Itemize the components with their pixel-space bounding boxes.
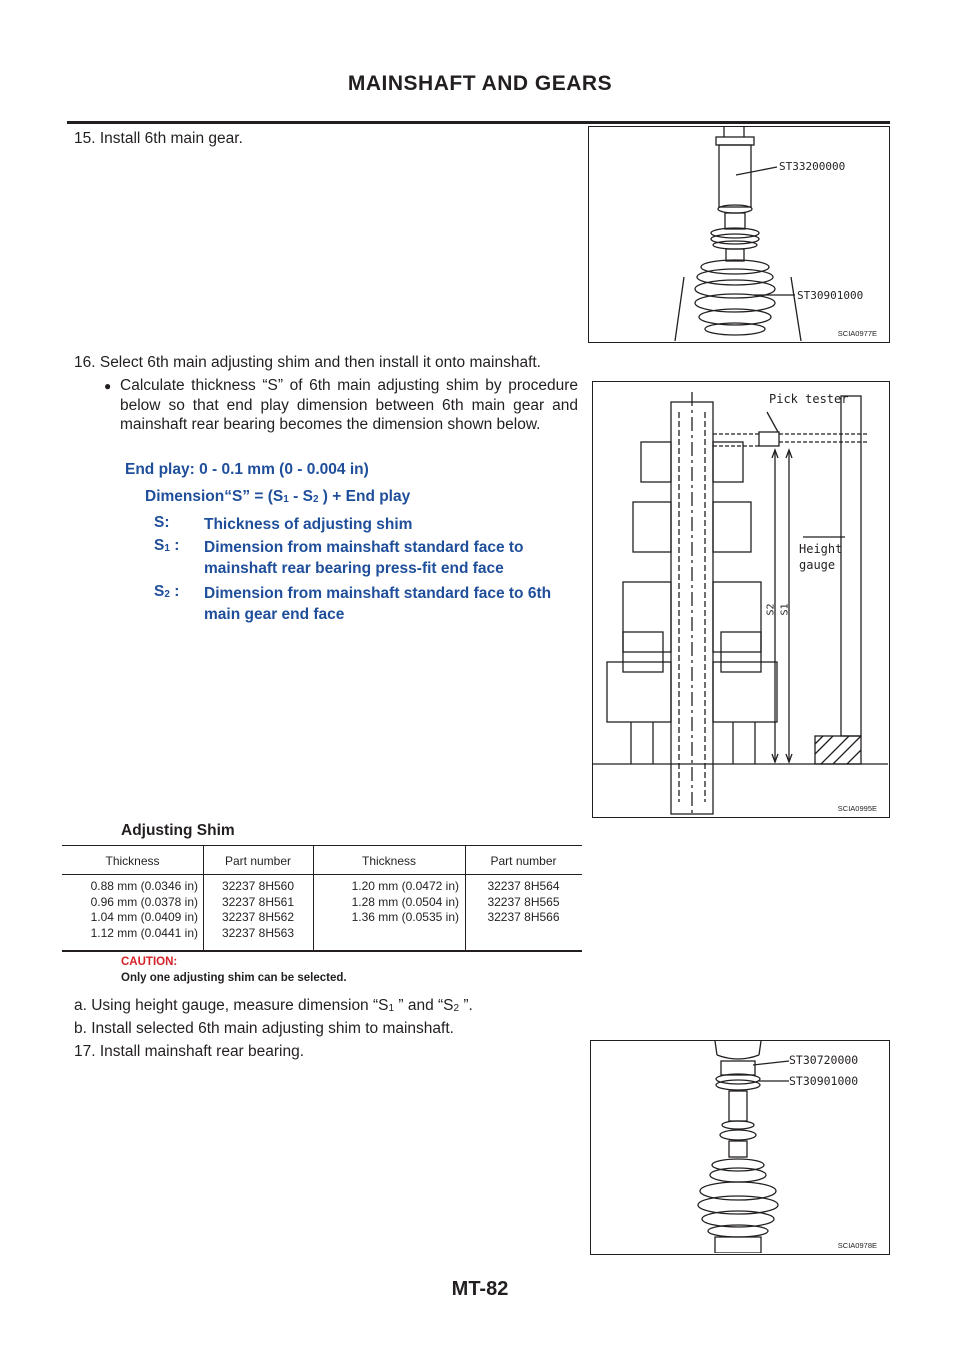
end-play-spec: End play: 0 - 0.1 mm (0 - 0.004 in) [125, 461, 369, 478]
figure-code: SCIA0978E [837, 1241, 877, 1250]
tool-label-st30901000: ST30901000 [797, 289, 864, 302]
figure-height-gauge-measurement [592, 381, 890, 818]
table-top-rule [62, 845, 582, 846]
height-gauge-label-line1: Height [799, 542, 843, 556]
figure-2-drawing [593, 382, 888, 816]
tool-label-st33200000: ST33200000 [779, 160, 846, 173]
s1-dimension-label: S1 [779, 603, 791, 616]
figure-install-rear-bearing [590, 1040, 890, 1255]
table-header-thickness: Thickness [105, 854, 160, 868]
def-s-key: S: [154, 514, 170, 531]
def-s1-key: S1 : [154, 537, 180, 554]
figure-code: SCIA0995E [837, 804, 877, 813]
table-cell-thickness: 0.88 mm (0.0346 in) 0.96 mm (0.0378 in) 1.04 mm (0.0409 in) 1.12 mm (0.0441 in) [90, 879, 198, 940]
table-cell-thickness: 1.20 mm (0.0472 in) 1.28 mm (0.0504 in) 1.36 mm (0.0535 in) [351, 879, 459, 924]
table-header-part-number: Part number [490, 854, 557, 868]
table-header-part-number: Part number [224, 854, 292, 868]
table-bottom-rule [62, 950, 582, 952]
table-title: Adjusting Shim [121, 822, 235, 839]
figure-code: SCIA0977E [837, 329, 877, 338]
def-s2-key: S2 : [154, 583, 180, 600]
table-header-thickness: Thickness [361, 854, 417, 868]
caution-label: CAUTION: [121, 956, 178, 968]
def-s1-value: Dimension from mainshaft standard face to mainshaft rear bearing press-fit end face [204, 539, 524, 577]
table-cell-part-number: 32237 8H564 32237 8H565 32237 8H566 [487, 879, 560, 924]
page-number: MT-82 [451, 1278, 509, 1300]
table-header-rule [62, 874, 582, 875]
step-17: 17. Install mainshaft rear bearing. [74, 1043, 305, 1060]
step-b: b. Install selected 6th main adjusting shim to mainshaft. [74, 1020, 454, 1037]
page-title: MAINSHAFT AND GEARS [347, 72, 613, 95]
step-a: a. Using height gauge, measure dimension “S1 ” and “S2 ”. [74, 997, 473, 1014]
step-15: 15. Install 6th main gear. [74, 130, 243, 147]
bullet-icon: ● [104, 379, 112, 393]
pick-tester-label: Pick tester [769, 392, 849, 406]
def-s2-value: Dimension from mainshaft standard face to 6th main gear end face [204, 585, 552, 623]
def-s-value: Thickness of adjusting shim [204, 516, 413, 533]
step-16: 16. Select 6th main adjusting shim and then install it onto mainshaft. [74, 354, 541, 371]
dimension-formula: Dimension“S” = (S1 - S2 ) + End play [145, 488, 411, 505]
tool-label-st30901000: ST30901000 [789, 1074, 859, 1088]
caution-text: Only one adjusting shim can be selected. [121, 972, 347, 984]
title-rule [67, 121, 890, 124]
table-cell-part-number: 32237 8H560 32237 8H561 32237 8H562 32237 8H563 [221, 879, 295, 940]
figure-3-drawing [591, 1041, 888, 1253]
figure-special-tool-install-6th-gear [588, 126, 890, 343]
height-gauge-label-line2: gauge [799, 558, 836, 572]
tool-label-st30720000: ST30720000 [789, 1053, 859, 1067]
step-16-instruction: Calculate thickness “S” of 6th main adjusting shim by procedure below so that end play dimension between 6th main gear and mainshaft rear bearing becomes the dimension shown below. [120, 377, 578, 433]
s2-dimension-label: S2 [765, 603, 777, 616]
